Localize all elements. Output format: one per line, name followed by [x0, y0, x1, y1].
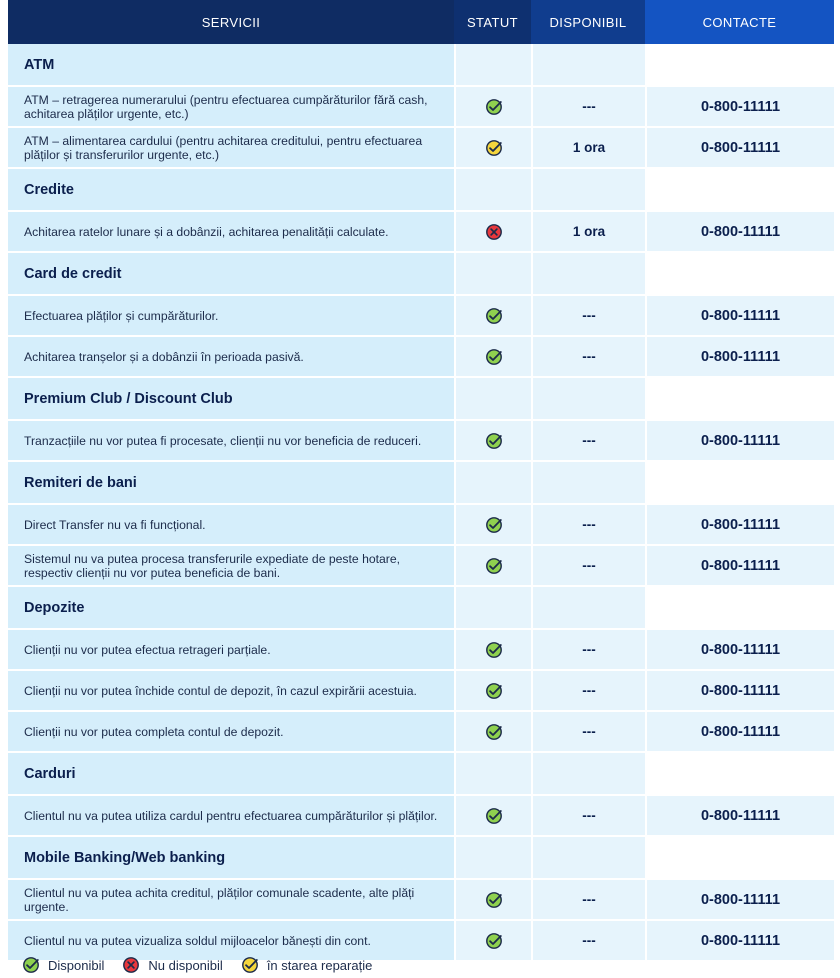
contact-phone: 0-800-11111	[645, 421, 834, 460]
availability-cell: ---	[531, 87, 645, 126]
contact-phone: 0-800-11111	[645, 212, 834, 251]
table-row	[8, 128, 834, 169]
section-statut-cell	[454, 753, 531, 794]
section-contacte-cell	[645, 462, 834, 503]
contact-phone: 0-800-11111	[645, 296, 834, 335]
table-row	[8, 87, 834, 128]
contact-phone: 0-800-11111	[645, 712, 834, 751]
status-cell	[454, 87, 531, 126]
status-cell	[454, 128, 531, 167]
status-cell	[454, 337, 531, 376]
status-cell	[454, 712, 531, 751]
availability-cell: ---	[531, 421, 645, 460]
section-statut-cell	[454, 169, 531, 210]
check-available-icon	[485, 98, 503, 116]
contact-phone: 0-800-11111	[645, 671, 834, 710]
status-cell	[454, 212, 531, 251]
section-title: Depozite	[8, 587, 454, 628]
availability-cell: 1 ora	[531, 128, 645, 167]
check-available-icon	[485, 557, 503, 575]
status-table	[8, 0, 834, 962]
section-title: Premium Club / Discount Club	[8, 378, 454, 419]
section-header-row	[8, 253, 834, 296]
contact-phone: 0-800-11111	[645, 796, 834, 835]
check-available-icon	[485, 516, 503, 534]
service-description: Direct Transfer nu va fi funcțional.	[8, 505, 454, 544]
section-title: Credite	[8, 169, 454, 210]
section-disponibil-cell	[531, 253, 645, 294]
service-description: Achitarea ratelor lunare și a dobânzii, achitarea penalității calculate.	[8, 212, 454, 251]
table-row	[8, 712, 834, 753]
service-description: Clientul nu va putea achita creditul, plăților comunale scadente, alte plăți urgente.	[8, 880, 454, 919]
section-statut-cell	[454, 253, 531, 294]
section-statut-cell	[454, 837, 531, 878]
table-row	[8, 546, 834, 587]
section-title: Remiteri de bani	[8, 462, 454, 503]
section-contacte-cell	[645, 44, 834, 85]
check-repair-icon	[241, 956, 259, 974]
contact-phone: 0-800-11111	[645, 546, 834, 585]
check-available-icon	[485, 723, 503, 741]
table-body	[8, 44, 834, 962]
service-description: Clienții nu vor putea efectua retrageri parțiale.	[8, 630, 454, 669]
section-disponibil-cell	[531, 169, 645, 210]
cross-unavailable-icon	[122, 956, 140, 974]
status-cell	[454, 921, 531, 960]
service-description: Achitarea tranșelor și a dobânzii în perioada pasivă.	[8, 337, 454, 376]
availability-cell: ---	[531, 630, 645, 669]
check-repair-icon	[485, 139, 503, 157]
section-contacte-cell	[645, 253, 834, 294]
section-disponibil-cell	[531, 44, 645, 85]
check-available-icon	[485, 307, 503, 325]
contact-phone: 0-800-11111	[645, 505, 834, 544]
availability-cell: ---	[531, 296, 645, 335]
section-header-row	[8, 587, 834, 630]
section-header-row	[8, 753, 834, 796]
section-contacte-cell	[645, 837, 834, 878]
status-cell	[454, 630, 531, 669]
table-row	[8, 630, 834, 671]
section-disponibil-cell	[531, 753, 645, 794]
section-statut-cell	[454, 44, 531, 85]
availability-cell: ---	[531, 880, 645, 919]
availability-cell: ---	[531, 505, 645, 544]
service-description: Clienții nu vor putea completa contul de depozit.	[8, 712, 454, 751]
section-disponibil-cell	[531, 837, 645, 878]
legend-unavailable	[122, 956, 222, 974]
table-row	[8, 421, 834, 462]
table-row	[8, 212, 834, 253]
cross-unavailable-icon	[485, 223, 503, 241]
check-available-icon	[485, 682, 503, 700]
section-disponibil-cell	[531, 378, 645, 419]
table-row	[8, 337, 834, 378]
service-description: Tranzacțiile nu vor putea fi procesate, clienții nu vor beneficia de reduceri.	[8, 421, 454, 460]
section-title: Card de credit	[8, 253, 454, 294]
table-row	[8, 296, 834, 337]
table-row	[8, 671, 834, 712]
availability-cell: ---	[531, 546, 645, 585]
section-contacte-cell	[645, 169, 834, 210]
legend-unavailable-label: Nu disponibil	[148, 957, 223, 973]
section-contacte-cell	[645, 378, 834, 419]
section-statut-cell	[454, 378, 531, 419]
section-title: Mobile Banking/Web banking	[8, 837, 454, 878]
check-available-icon	[485, 641, 503, 659]
section-title: Carduri	[8, 753, 454, 794]
table-row	[8, 880, 834, 921]
status-cell	[454, 505, 531, 544]
service-description: Clienții nu vor putea închide contul de depozit, în cazul expirării acestuia.	[8, 671, 454, 710]
section-header-row	[8, 837, 834, 880]
section-statut-cell	[454, 462, 531, 503]
service-description: Sistemul nu va putea procesa transferurile expediate de peste hotare, respectiv clienții nu vor putea beneficia de bani.	[8, 546, 454, 585]
status-cell	[454, 546, 531, 585]
legend-repair-label: în starea reparație	[266, 957, 373, 973]
check-available-icon	[485, 891, 503, 909]
check-available-icon	[485, 432, 503, 450]
contact-phone: 0-800-11111	[645, 128, 834, 167]
header-servicii: SERVICII	[8, 0, 454, 44]
status-cell	[454, 880, 531, 919]
section-title: ATM	[8, 44, 454, 85]
status-cell	[454, 421, 531, 460]
service-description: ATM – alimentarea cardului (pentru achitarea creditului, pentru efectuarea plăților și transferurilor urgente, etc.)	[8, 128, 454, 167]
table-row	[8, 796, 834, 837]
contact-phone: 0-800-11111	[645, 880, 834, 919]
service-description: Efectuarea plăților și cumpărăturilor.	[8, 296, 454, 335]
availability-cell: ---	[531, 712, 645, 751]
contact-phone: 0-800-11111	[645, 630, 834, 669]
contact-phone: 0-800-11111	[645, 337, 834, 376]
status-legend	[22, 956, 390, 974]
check-available-icon	[485, 807, 503, 825]
availability-cell: 1 ora	[531, 212, 645, 251]
section-statut-cell	[454, 587, 531, 628]
contact-phone: 0-800-11111	[645, 921, 834, 960]
table-header	[8, 0, 834, 44]
section-header-row	[8, 169, 834, 212]
check-available-icon	[22, 956, 40, 974]
section-header-row	[8, 44, 834, 87]
contact-phone: 0-800-11111	[645, 87, 834, 126]
check-available-icon	[485, 932, 503, 950]
legend-available-label: Disponibil	[48, 957, 105, 973]
header-statut: STATUT	[454, 0, 531, 44]
status-cell	[454, 296, 531, 335]
status-cell	[454, 671, 531, 710]
availability-cell: ---	[531, 337, 645, 376]
section-header-row	[8, 462, 834, 505]
availability-cell: ---	[531, 921, 645, 960]
legend-repair	[241, 956, 373, 974]
section-disponibil-cell	[531, 462, 645, 503]
service-description: Clientul nu va putea utiliza cardul pentru efectuarea cumpărăturilor și plăților.	[8, 796, 454, 835]
availability-cell: ---	[531, 796, 645, 835]
check-available-icon	[485, 348, 503, 366]
section-disponibil-cell	[531, 587, 645, 628]
header-contacte: CONTACTE	[645, 0, 834, 44]
availability-cell: ---	[531, 671, 645, 710]
section-contacte-cell	[645, 753, 834, 794]
service-description: ATM – retragerea numerarului (pentru efectuarea cumpărăturilor fără cash, achitarea plăților urgente, etc.)	[8, 87, 454, 126]
table-row	[8, 505, 834, 546]
service-description: Clientul nu va putea vizualiza soldul mijloacelor bănești din cont.	[8, 921, 454, 960]
section-contacte-cell	[645, 587, 834, 628]
legend-available	[22, 956, 104, 974]
status-cell	[454, 796, 531, 835]
section-header-row	[8, 378, 834, 421]
header-disponibil: DISPONIBIL	[531, 0, 645, 44]
